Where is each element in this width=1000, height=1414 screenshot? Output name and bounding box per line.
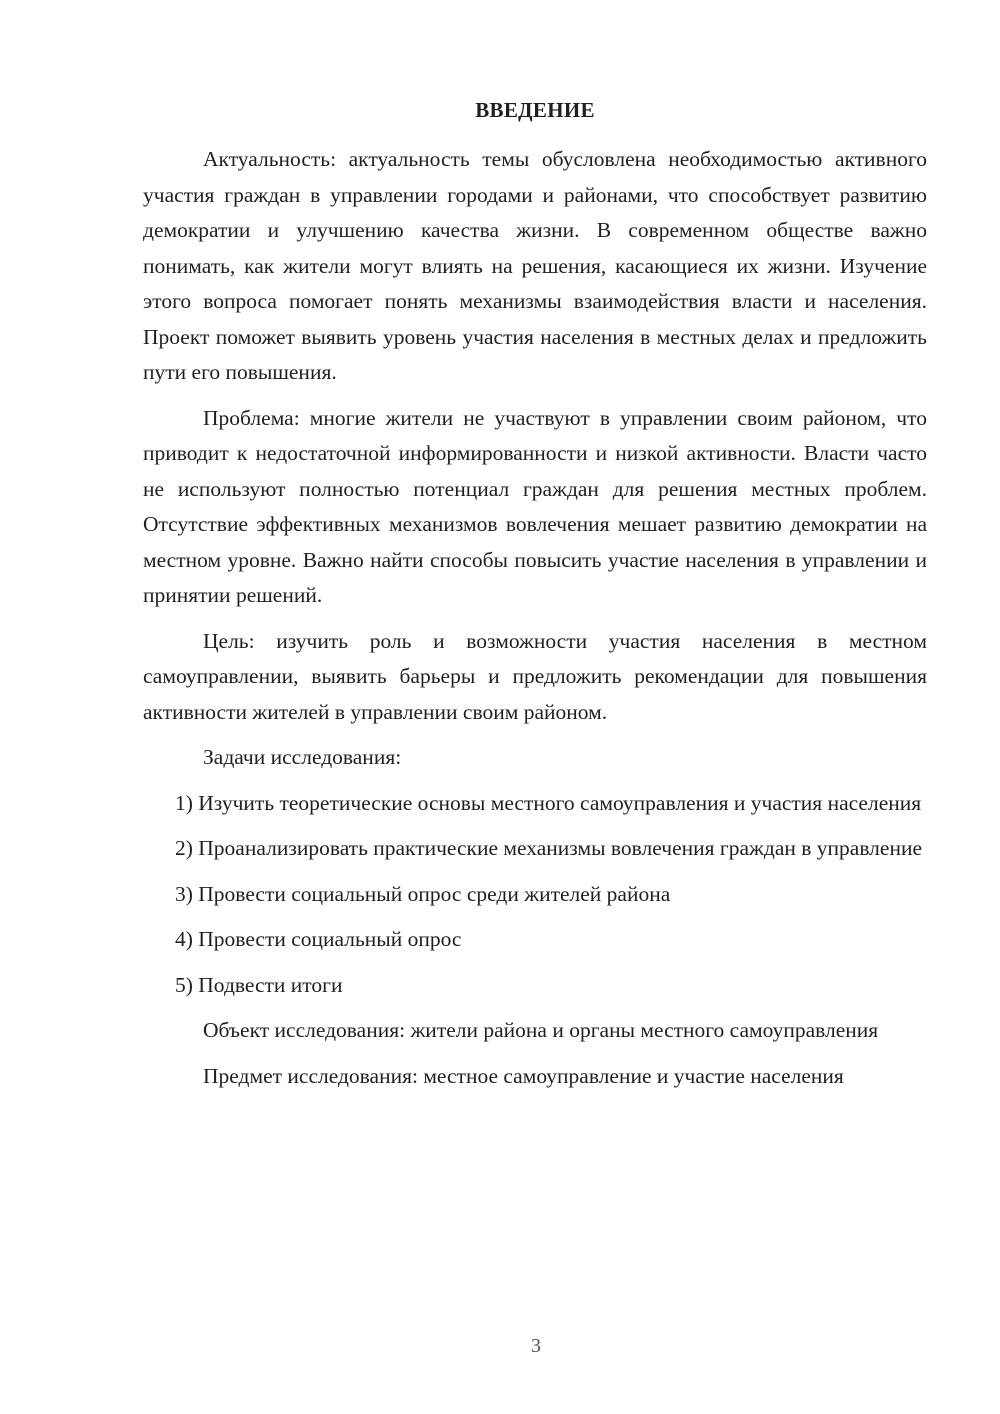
tasks-list [143, 786, 927, 1004]
task-item: 4) Провести социальный опрос [175, 927, 462, 951]
tasks-title: Задачи исследования: [203, 745, 402, 769]
object-paragraph: Объект исследования: жители района и органы местного самоуправления [203, 1018, 879, 1042]
page-number: 3 [531, 1335, 541, 1357]
problem-paragraph: Проблема: многие жители не участвуют в управлении своим районом, что приводит к недостаточной информированности и низкой активности. Власти часто не используют полностью потенциал граждан для решения местных проблем. Отсутствие эффективных механизмов вовлечения мешает развитию демократии на местном уровне. Важно найти способы повысить участие населения в управлении и принятии решений. [143, 405, 927, 607]
relevance-paragraph: Актуальность: актуальность темы обусловлена необходимостью активного участия граждан в управлении городами и районами, что способствует развитию демократии и улучшению качества жизни. В современном обществе важно понимать, как жители могут влиять на решения, касающиеся их жизни. Изучение этого вопроса помогает понять механизмы взаимодействия власти и населения. Проект поможет выявить уровень участия населения в местных делах и предложить пути его повышения. [143, 147, 927, 384]
goal-paragraph: Цель: изучить роль и возможности участия населения в местном самоуправлении, выявить барьеры и предложить рекомендации для повышения активности жителей в управлении своим районом. [143, 628, 927, 724]
subject-paragraph: Предмет исследования: местное самоуправление и участие населения [203, 1063, 844, 1088]
task-item: 5) Подвести итоги [175, 972, 343, 997]
section-heading: ВВЕДЕНИЕ [475, 98, 595, 122]
document-body [143, 142, 927, 1104]
task-item: 1) Изучить теоретические основы местного самоуправления и участия населения [175, 790, 922, 815]
task-item: 2) Проанализировать практические механизмы вовлечения граждан в управление [175, 836, 923, 860]
task-item: 3) Провести социальный опрос среди жителей района [175, 881, 671, 906]
